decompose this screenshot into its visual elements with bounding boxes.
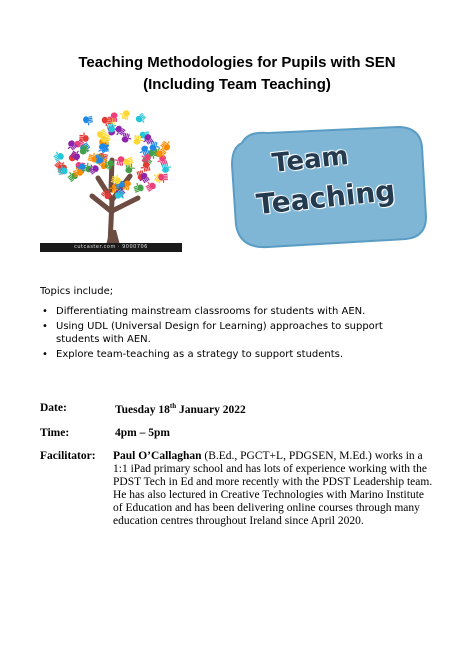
team-teaching-word-2: Teaching [254,173,397,222]
handprint-leaf [140,161,151,172]
title-line-1: Teaching Methodologies for Pupils with SEN [78,54,396,71]
facilitator-bio: (B.Ed., PGCT+L, PDGSEN, M.Ed.) works in a 1:1 iPad primary school and has lots of experience working with the PDST Tech in Ed and more recently with the PDST Leadership team. He has also lectured in Creative Technologies with Marino Institute of Education and has been delivering online courses through many education centres throughout Ireland since April 2020. [113,450,433,527]
document-title [0,52,474,96]
facilitator-label: Facilitator: [40,450,96,462]
team-teaching-image [228,125,428,250]
date-ordinal: th [169,402,177,410]
date-value [115,402,246,416]
handprint-leaf [114,155,125,166]
topics-intro: Topics include; [40,286,114,297]
tree-illustration [40,100,192,252]
handprint-leaf [135,112,148,125]
facilitator-name: Paul O’Callaghan [113,450,202,462]
handprint-leaf [52,150,65,163]
handprint-leaf [133,181,145,193]
handprint-leaf [83,116,94,126]
topic-item: • Using UDL (Universal Design for Learning) approaches to support students with AEN. [40,320,400,346]
time-label: Time: [40,427,70,439]
handprint-leaf [119,109,131,121]
facilitator-description [113,450,435,528]
team-teaching-word-1: Team [270,141,350,179]
handprint-leaf [65,139,78,152]
date-month-year: January 2022 [176,404,246,416]
handprint-leaf [121,132,132,143]
handprint-leaf [101,116,111,126]
topic-item: • Differentiating mainstream classrooms for students with AEN. [40,305,400,318]
title-line-2: (Including Team Teaching) [143,76,331,93]
handprint-leaf [79,132,89,142]
image-watermark-caption: cutcaster.com · 9000706 [40,243,182,252]
topic-item: • Explore team-teaching as a strategy to support students. [40,348,400,361]
handprint-leaf [161,162,172,173]
date-label: Date: [40,402,67,414]
date-day: Tuesday 18 [115,404,170,416]
topics-list [40,305,400,363]
handprint-leaf [123,156,135,168]
time-value: 4pm – 5pm [115,427,170,439]
handprint-tree-image [40,100,192,252]
